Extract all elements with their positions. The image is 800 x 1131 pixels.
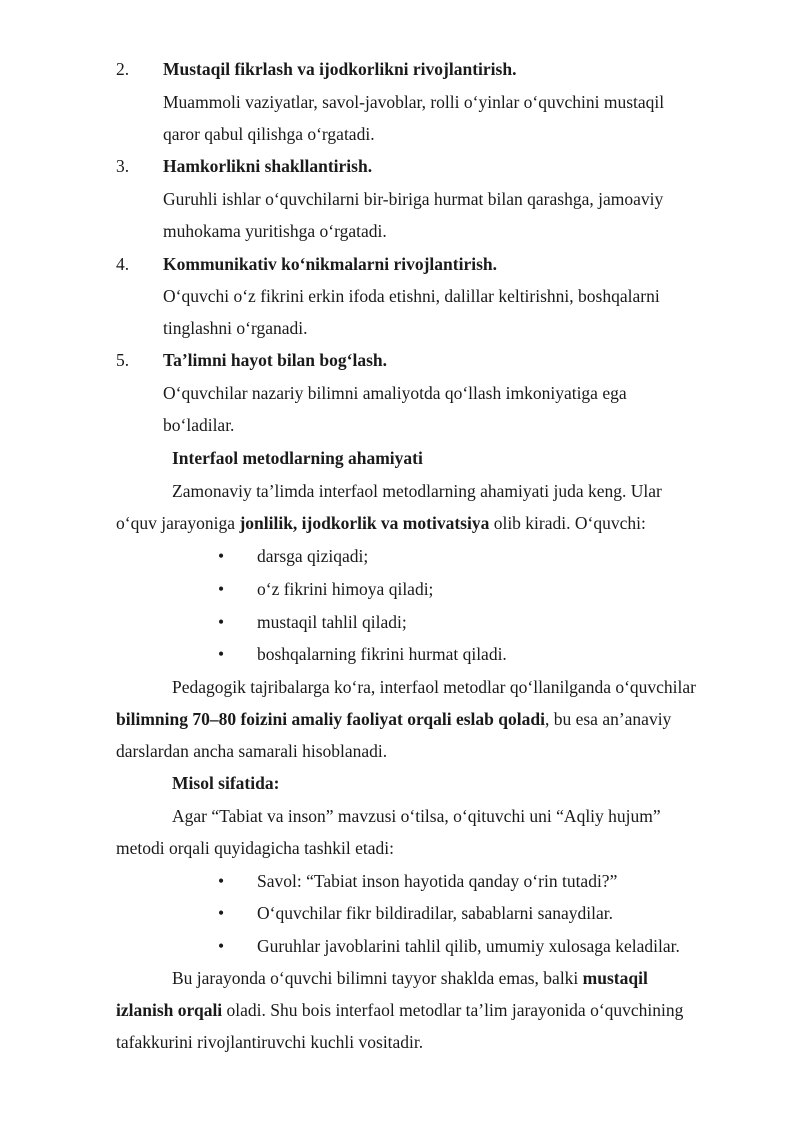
item-heading: Kommunikativ ko‘nikmalarni rivojlantirish. <box>163 254 497 274</box>
section-title: Interfaol metodlarning ahamiyati <box>172 448 423 468</box>
item-text-line: muhokama yuritishga o‘rgatadi. <box>163 221 387 241</box>
paragraph-line: bilimning 70–80 foizini amaliy faoliyat orqali eslab qoladi, bu esa an’anaviy <box>116 709 672 729</box>
bullet-item: mustaqil tahlil qiladi; <box>257 612 407 632</box>
bullet-item: darsga qiziqadi; <box>257 546 369 566</box>
item-number: 4. <box>116 254 130 274</box>
bullet-item: O‘quvchilar fikr bildiradilar, sabablarni sanaydilar. <box>257 903 613 923</box>
paragraph-line: Agar “Tabiat va inson” mavzusi o‘tilsa, o‘qituvchi uni “Aqliy hujum” <box>172 806 661 826</box>
paragraph-line: izlanish orqali oladi. Shu bois interfaol metodlar ta’lim jarayonida o‘quvchining <box>116 1000 684 1020</box>
item-heading: Ta’limni hayot bilan bog‘lash. <box>163 350 388 370</box>
item-heading: Mustaqil fikrlash va ijodkorlikni rivojlantirish. <box>163 59 517 79</box>
item-text-line: Guruhli ishlar o‘quvchilarni bir-biriga hurmat bilan qarashga, jamoaviy <box>163 189 664 209</box>
bullet-item: Savol: “Tabiat inson hayotida qanday o‘rin tutadi?” <box>257 871 618 891</box>
bold-phrase: bilimning 70–80 foizini amaliy faoliyat orqali eslab qoladi <box>116 709 545 729</box>
item-number: 5. <box>116 350 130 370</box>
item-text-line: O‘quvchilar nazariy bilimni amaliyotda qo‘llash imkoniyatiga ega <box>163 383 627 403</box>
bullet-icon: • <box>218 579 225 599</box>
paragraph-line: Pedagogik tajribalarga ko‘ra, interfaol metodlar qo‘llanilganda o‘quvchilar <box>172 677 697 697</box>
bullet-icon: • <box>218 612 225 632</box>
item-text-line: Muammoli vaziyatlar, savol-javoblar, rolli o‘yinlar o‘quvchini mustaqil <box>163 92 665 112</box>
bold-phrase: mustaqil <box>582 968 648 988</box>
item-text-line: O‘quvchi o‘z fikrini erkin ifoda etishni, dalillar keltirishni, boshqalarni <box>163 286 660 306</box>
bullet-icon: • <box>218 644 225 664</box>
bullet-item: Guruhlar javoblarini tahlil qilib, umumiy xulosaga keladilar. <box>257 936 680 956</box>
item-number: 2. <box>116 59 130 79</box>
paragraph-line: metodi orqali quyidagicha tashkil etadi: <box>116 838 394 858</box>
item-number: 3. <box>116 156 130 176</box>
bold-phrase: izlanish orqali <box>116 1000 223 1020</box>
bullet-icon: • <box>218 936 225 956</box>
paragraph-line: darslardan ancha samarali hisoblanadi. <box>116 741 388 761</box>
paragraph-line: tafakkurini rivojlantiruvchi kuchli vositadir. <box>116 1032 424 1052</box>
paragraph-line: Zamonaviy ta’limda interfaol metodlarning ahamiyati juda keng. Ular <box>172 481 662 501</box>
paragraph-line: o‘quv jarayoniga jonlilik, ijodkorlik va motivatsiya olib kiradi. O‘quvchi: <box>116 513 646 533</box>
item-text-line: tinglashni o‘rganadi. <box>163 318 308 338</box>
item-text-line: bo‘ladilar. <box>163 415 235 435</box>
bullet-icon: • <box>218 871 225 891</box>
item-heading: Hamkorlikni shakllantirish. <box>163 156 373 176</box>
bullet-icon: • <box>218 546 225 566</box>
bullet-icon: • <box>218 903 225 923</box>
bullet-item: boshqalarning fikrini hurmat qiladi. <box>257 644 507 664</box>
item-text-line: qaror qabul qilishga o‘rgatadi. <box>163 124 375 144</box>
bold-phrase: jonlilik, ijodkorlik va motivatsiya <box>239 513 490 533</box>
paragraph-line: Bu jarayonda o‘quvchi bilimni tayyor shaklda emas, balki mustaqil <box>172 968 648 988</box>
bullet-item: o‘z fikrini himoya qiladi; <box>257 579 434 599</box>
example-title: Misol sifatida: <box>172 773 280 793</box>
